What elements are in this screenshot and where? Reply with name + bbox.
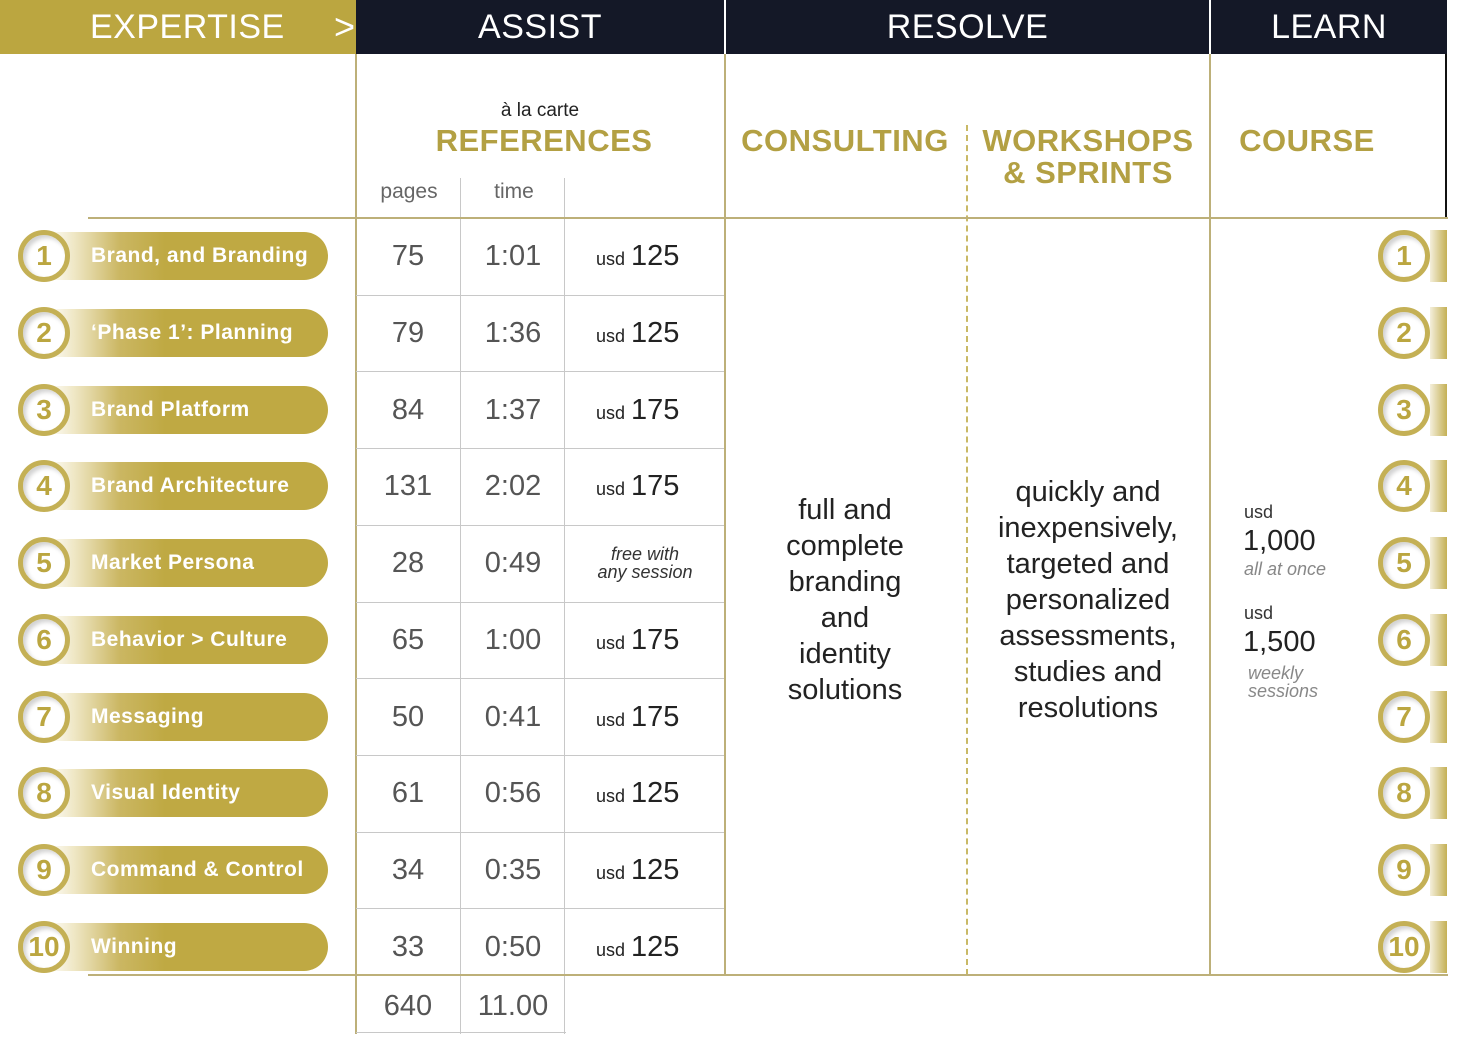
topic-label: Brand Platform xyxy=(91,398,250,421)
topic-pill[interactable] xyxy=(46,923,328,971)
price-cell xyxy=(596,470,679,503)
topic-label: Brand, and Branding xyxy=(91,244,309,267)
workshops-heading xyxy=(968,125,1208,189)
topic-number-badge: 9 xyxy=(18,844,70,896)
topic-label: Messaging xyxy=(91,705,205,728)
free-note-line: any session xyxy=(597,562,693,582)
price-amount: 175 xyxy=(631,470,680,502)
row-divider xyxy=(356,678,724,679)
workshops-line: personalized xyxy=(1005,584,1171,616)
pages-cell: 50 xyxy=(391,701,425,733)
course-number-badge: 1 xyxy=(1378,230,1430,282)
right-number-tab xyxy=(1430,844,1447,896)
price-currency: usd xyxy=(596,786,626,806)
table-bottom-border xyxy=(88,974,1448,976)
workshops-line: inexpensively, xyxy=(997,512,1178,544)
total-time: 11.00 xyxy=(477,990,549,1022)
workshops-line: quickly and xyxy=(1015,476,1161,508)
total-pages: 640 xyxy=(383,990,433,1022)
consulting-line: and xyxy=(820,602,870,634)
price-currency: usd xyxy=(596,863,626,883)
price-cell xyxy=(596,777,679,810)
consulting-line: identity xyxy=(799,638,891,670)
right-number-tab xyxy=(1430,537,1447,589)
topic-pill[interactable] xyxy=(46,846,328,894)
price-amount: 175 xyxy=(631,624,680,656)
price-currency: usd xyxy=(596,940,626,960)
time-cell: 1:01 xyxy=(484,240,542,272)
pages-cell: 75 xyxy=(391,240,425,272)
course-price1-note: all at once xyxy=(1244,559,1327,579)
row-divider xyxy=(356,295,724,296)
learn-right-border xyxy=(1445,54,1447,218)
course-number-badge: 9 xyxy=(1378,844,1430,896)
time-cell: 1:36 xyxy=(484,317,542,349)
chevron-right-icon: > xyxy=(334,6,356,47)
course-price1-currency: usd xyxy=(1244,502,1274,522)
price-amount: 175 xyxy=(631,394,680,426)
course-heading: COURSE xyxy=(1239,123,1375,158)
header-expertise[interactable] xyxy=(0,0,356,54)
time-cell: 1:37 xyxy=(484,394,542,426)
table-top-border xyxy=(88,217,1448,219)
price-currency: usd xyxy=(596,710,626,730)
header-resolve[interactable] xyxy=(726,0,1209,54)
topic-number-badge: 8 xyxy=(18,767,70,819)
topic-number-badge: 4 xyxy=(18,460,70,512)
pages-cell: 65 xyxy=(391,624,425,656)
price-amount: 175 xyxy=(631,701,680,733)
header-resolve-label: RESOLVE xyxy=(886,7,1049,46)
assist-left-border xyxy=(355,54,357,976)
consulting-description xyxy=(726,492,964,708)
pages-cell: 28 xyxy=(391,547,425,579)
course-price1-amount: 1,000 xyxy=(1243,525,1316,557)
pages-cell: 79 xyxy=(391,317,425,349)
right-number-tab xyxy=(1430,921,1447,973)
price-amount: 125 xyxy=(631,240,680,272)
price-cell xyxy=(596,624,679,657)
workshops-line: targeted and xyxy=(1006,548,1170,580)
topic-label: ‘Phase 1’: Planning xyxy=(91,321,294,344)
pages-cell: 131 xyxy=(383,470,433,502)
header-learn-label: LEARN xyxy=(1271,7,1387,46)
price-amount: 125 xyxy=(631,931,680,963)
time-cell: 0:41 xyxy=(484,701,542,733)
price-currency: usd xyxy=(596,633,626,653)
pages-time-divider xyxy=(460,178,461,1034)
row-divider xyxy=(356,371,724,372)
price-cell xyxy=(596,240,679,273)
price-currency: usd xyxy=(596,326,626,346)
topic-pill[interactable] xyxy=(46,539,328,587)
header-assist-label: ASSIST xyxy=(478,7,602,46)
workshops-heading-line1: WORKSHOPS xyxy=(982,123,1194,158)
topic-pill[interactable] xyxy=(46,386,328,434)
course-price2-note2: sessions xyxy=(1248,681,1319,701)
right-number-tab xyxy=(1430,460,1447,512)
right-number-tab xyxy=(1430,384,1447,436)
topic-number-badge: 6 xyxy=(18,614,70,666)
topic-pill[interactable] xyxy=(46,616,328,664)
row-divider xyxy=(356,602,724,603)
header-assist[interactable] xyxy=(356,0,724,54)
pages-cell: 84 xyxy=(391,394,425,426)
row-divider xyxy=(356,755,724,756)
course-number-badge: 10 xyxy=(1378,921,1430,973)
price-cell xyxy=(596,317,679,350)
course-number-badge: 8 xyxy=(1378,767,1430,819)
time-price-divider xyxy=(564,178,565,1034)
consulting-line: branding xyxy=(788,566,902,598)
right-number-tab xyxy=(1430,691,1447,743)
topic-pill[interactable] xyxy=(46,769,328,817)
topic-pill[interactable] xyxy=(46,462,328,510)
price-cell xyxy=(596,394,679,427)
price-cell xyxy=(596,701,679,734)
free-note-line: free with xyxy=(610,544,680,564)
workshops-description xyxy=(968,474,1208,726)
course-number-badge: 3 xyxy=(1378,384,1430,436)
topic-label: Command & Control xyxy=(91,858,304,881)
price-currency: usd xyxy=(596,403,626,423)
topic-number-badge: 2 xyxy=(18,307,70,359)
totals-bottom-border xyxy=(356,1032,566,1033)
pages-cell: 61 xyxy=(391,777,425,809)
right-number-tab xyxy=(1430,307,1447,359)
pages-column-header: pages xyxy=(380,180,438,203)
time-cell: 1:00 xyxy=(484,624,542,656)
topic-number-badge: 7 xyxy=(18,691,70,743)
topic-pill[interactable] xyxy=(46,309,328,357)
time-cell: 0:35 xyxy=(484,854,542,886)
right-number-tab xyxy=(1430,230,1447,282)
topic-pill[interactable] xyxy=(46,232,328,280)
topic-label: Behavior > Culture xyxy=(91,628,288,651)
price-amount: 125 xyxy=(631,777,680,809)
right-number-tab xyxy=(1430,767,1447,819)
workshops-heading-line2: & SPRINTS xyxy=(1003,155,1173,190)
topic-label: Winning xyxy=(91,935,178,958)
references-heading: REFERENCES xyxy=(435,123,653,158)
topic-label: Brand Architecture xyxy=(91,474,290,497)
price-amount: 125 xyxy=(631,854,680,886)
course-number-badge: 7 xyxy=(1378,691,1430,743)
workshops-line: studies and xyxy=(1013,656,1163,688)
price-cell-free xyxy=(566,545,724,581)
learn-left-border xyxy=(1209,54,1211,976)
topic-label: Visual Identity xyxy=(91,781,241,804)
price-cell xyxy=(596,931,679,964)
header-expertise-label: EXPERTISE xyxy=(90,8,285,46)
price-currency: usd xyxy=(596,479,626,499)
row-divider xyxy=(356,448,724,449)
consulting-line: complete xyxy=(786,530,904,562)
time-cell: 0:49 xyxy=(484,547,542,579)
row-divider xyxy=(356,832,724,833)
topic-pill[interactable] xyxy=(46,693,328,741)
topic-number-badge: 5 xyxy=(18,537,70,589)
row-divider xyxy=(356,908,724,909)
course-number-badge: 2 xyxy=(1378,307,1430,359)
course-number-badge: 5 xyxy=(1378,537,1430,589)
course-number-badge: 6 xyxy=(1378,614,1430,666)
topic-number-badge: 10 xyxy=(18,921,70,973)
a-la-carte-label: à la carte xyxy=(500,100,580,121)
topic-number-badge: 1 xyxy=(18,230,70,282)
header-learn[interactable] xyxy=(1211,0,1447,54)
price-currency: usd xyxy=(596,249,626,269)
course-price2-amount: 1,500 xyxy=(1243,626,1316,658)
price-cell xyxy=(596,854,679,887)
consulting-line: full and xyxy=(798,494,892,526)
right-number-tab xyxy=(1430,614,1447,666)
time-cell: 2:02 xyxy=(484,470,542,502)
time-cell: 0:50 xyxy=(484,931,542,963)
time-column-header: time xyxy=(494,180,534,203)
topic-label: Market Persona xyxy=(91,551,255,574)
consulting-line: solutions xyxy=(787,674,903,706)
consulting-heading: CONSULTING xyxy=(741,123,949,158)
pages-cell: 34 xyxy=(391,854,425,886)
price-amount: 125 xyxy=(631,317,680,349)
course-number-badge: 4 xyxy=(1378,460,1430,512)
workshops-line: assessments, xyxy=(999,620,1177,652)
course-price2-note1: weekly xyxy=(1248,663,1304,683)
row-divider xyxy=(356,525,724,526)
topic-number-badge: 3 xyxy=(18,384,70,436)
workshops-line: resolutions xyxy=(1017,692,1159,724)
course-price2-currency: usd xyxy=(1244,603,1274,623)
pages-cell: 33 xyxy=(391,931,425,963)
time-cell: 0:56 xyxy=(484,777,542,809)
